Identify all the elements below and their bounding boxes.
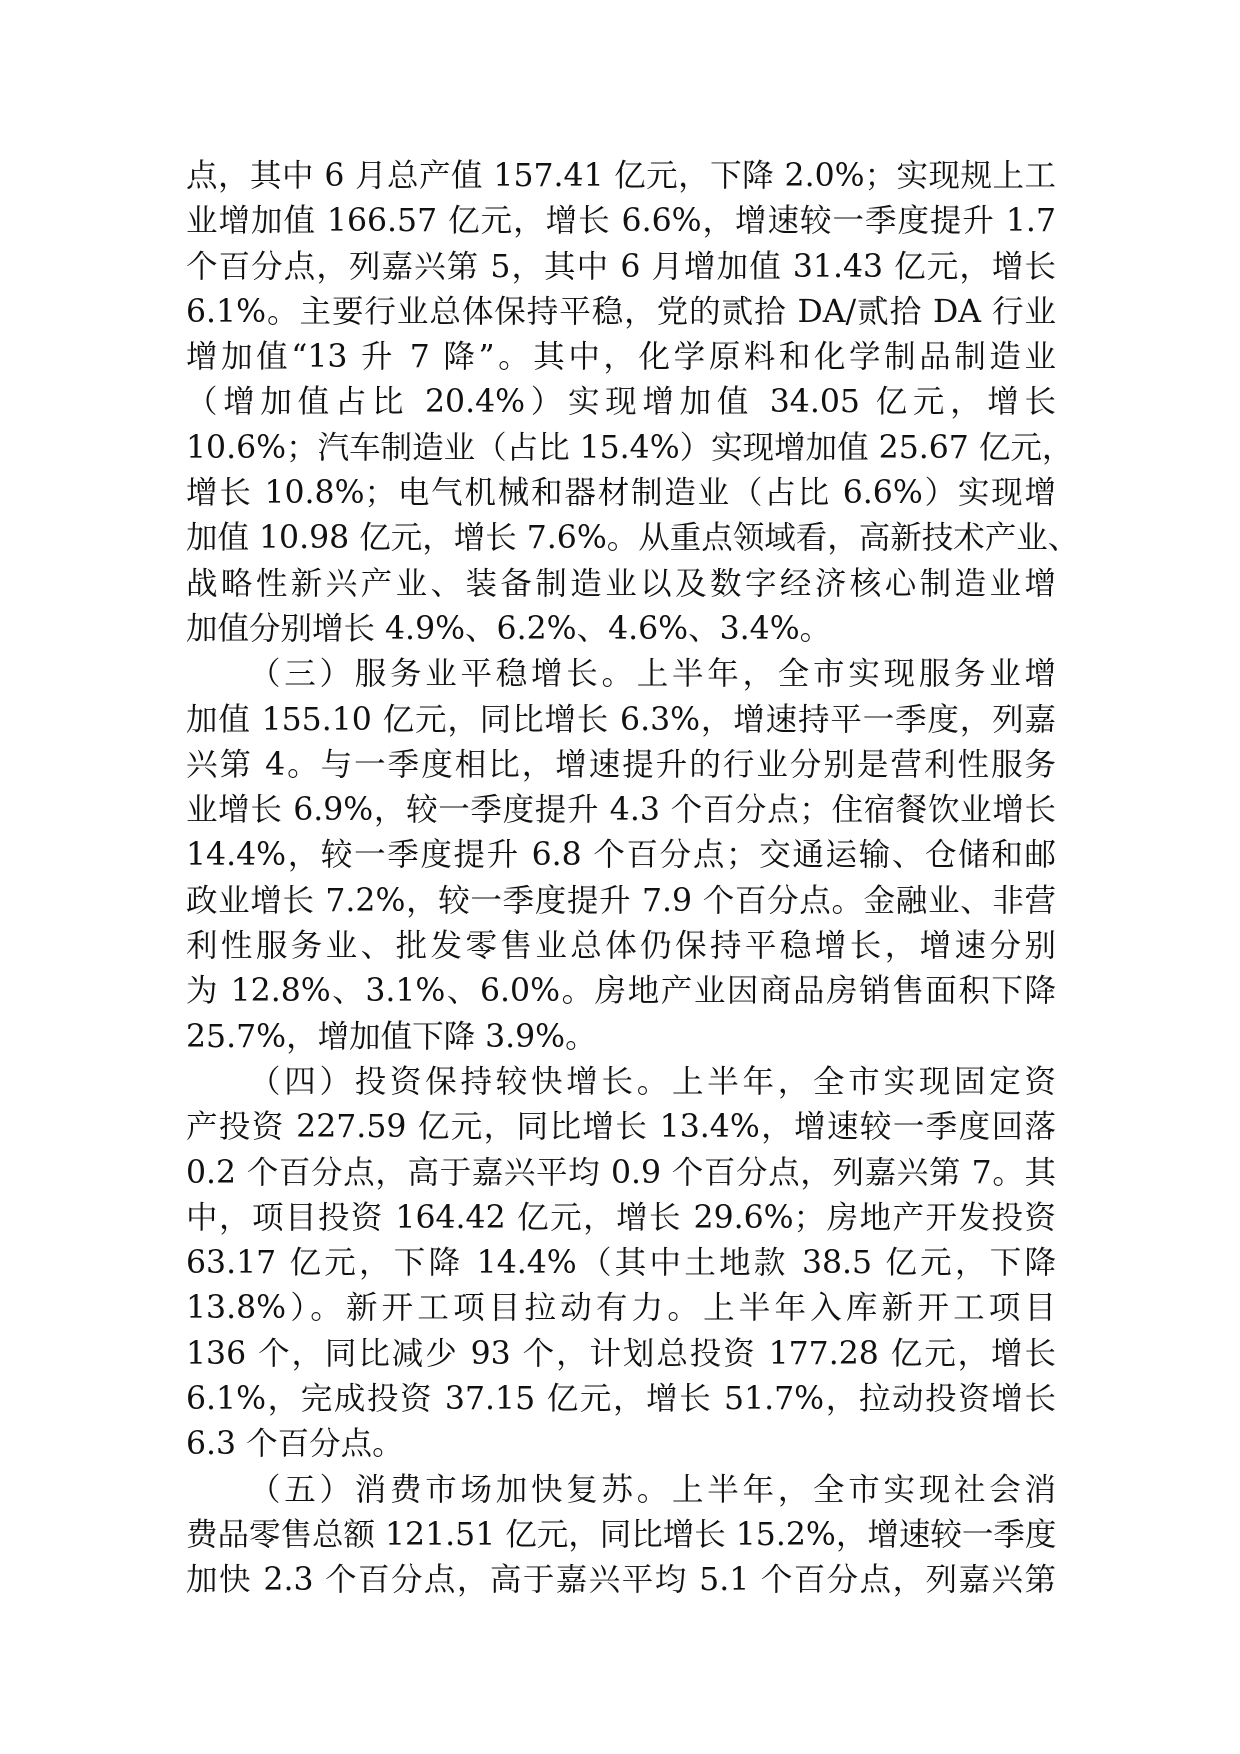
text-line: 费品零售总额 121.51 亿元，同比增长 15.2%，增速较一季度: [186, 1516, 1057, 1553]
text-line: 点，其中 6 月总产值 157.41 亿元，下降 2.0%；实现规上工: [186, 158, 1056, 194]
text-line: 中，项目投资 164.42 亿元，增长 29.6%；房地产开发投资: [186, 1199, 1056, 1236]
text-line: 6.1%。主要行业总体保持平稳，党的贰拾 DA/贰拾 DA 行业: [186, 293, 1056, 330]
text-line: 6.3 个百分点。: [186, 1426, 404, 1463]
text-line: 政业增长 7.2%，较一季度提升 7.9 个百分点。金融业、非营: [186, 882, 1056, 919]
text-line: 14.4%，较一季度提升 6.8 个百分点；交通运输、仓储和邮: [186, 837, 1056, 874]
text-line: 6.1%，完成投资 37.15 亿元，增长 51.7%，拉动投资增长: [186, 1381, 1056, 1418]
text-line: 136 个，同比减少 93 个，计划总投资 177.28 亿元，增长: [186, 1335, 1056, 1372]
text-line: 利性服务业、批发零售业总体仍保持平稳增长，增速分别: [186, 928, 1056, 965]
text-line: 个百分点，列嘉兴第 5，其中 6 月增加值 31.43 亿元，增长: [186, 248, 1056, 285]
text-line: 兴第 4。与一季度相比，增速提升的行业分别是营利性服务: [186, 746, 1056, 783]
text-line: （三）服务业平稳增长。上半年，全市实现服务业增: [249, 656, 1056, 693]
text-line: 产投资 227.59 亿元，同比增长 13.4%，增速较一季度回落: [186, 1109, 1056, 1146]
text-line: 0.2 个百分点，高于嘉兴平均 0.9 个百分点，列嘉兴第 7。其: [186, 1154, 1056, 1191]
text-line: 10.6%；汽车制造业（占比 15.4%）实现增加值 25.67 亿元，: [186, 429, 1074, 466]
document-body-text: [186, 154, 1080, 1604]
text-line: 13.8%）。新开工项目拉动有力。上半年入库新开工项目: [186, 1290, 1056, 1327]
text-line: （五）消费市场加快复苏。上半年，全市实现社会消: [249, 1471, 1056, 1508]
text-line: 加值 10.98 亿元，增长 7.6%。从重点领域看，高新技术产业、: [186, 520, 1080, 557]
text-line: 增加值“13 升 7 降”。其中，化学原料和化学制品制造业: [186, 339, 1056, 376]
text-line: 63.17 亿元，下降 14.4%（其中土地款 38.5 亿元，下降: [186, 1245, 1056, 1282]
text-line: 为 12.8%、3.1%、6.0%。房地产业因商品房销售面积下降: [186, 973, 1056, 1010]
text-line: 加值 155.10 亿元，同比增长 6.3%，增速持平一季度，列嘉: [186, 701, 1056, 738]
text-line: 战略性新兴产业、装备制造业以及数字经济核心制造业增: [186, 565, 1056, 602]
text-line: 加快 2.3 个百分点，高于嘉兴平均 5.1 个百分点，列嘉兴第: [186, 1562, 1056, 1599]
text-line: 业增长 6.9%，较一季度提升 4.3 个百分点；住宿餐饮业增长: [186, 792, 1056, 829]
text-line: 25.7%，增加值下降 3.9%。: [186, 1018, 597, 1055]
text-line: （增加值占比 20.4%）实现增加值 34.05 亿元，增长: [186, 384, 1056, 421]
text-line: 加值分别增长 4.9%、6.2%、4.6%、3.4%。: [186, 610, 832, 647]
text-line: 增长 10.8%；电气机械和器材制造业（占比 6.6%）实现增: [186, 475, 1056, 512]
text-line: （四）投资保持较快增长。上半年，全市实现固定资: [249, 1063, 1056, 1100]
text-line: 业增加值 166.57 亿元，增长 6.6%，增速较一季度提升 1.7: [186, 203, 1056, 240]
